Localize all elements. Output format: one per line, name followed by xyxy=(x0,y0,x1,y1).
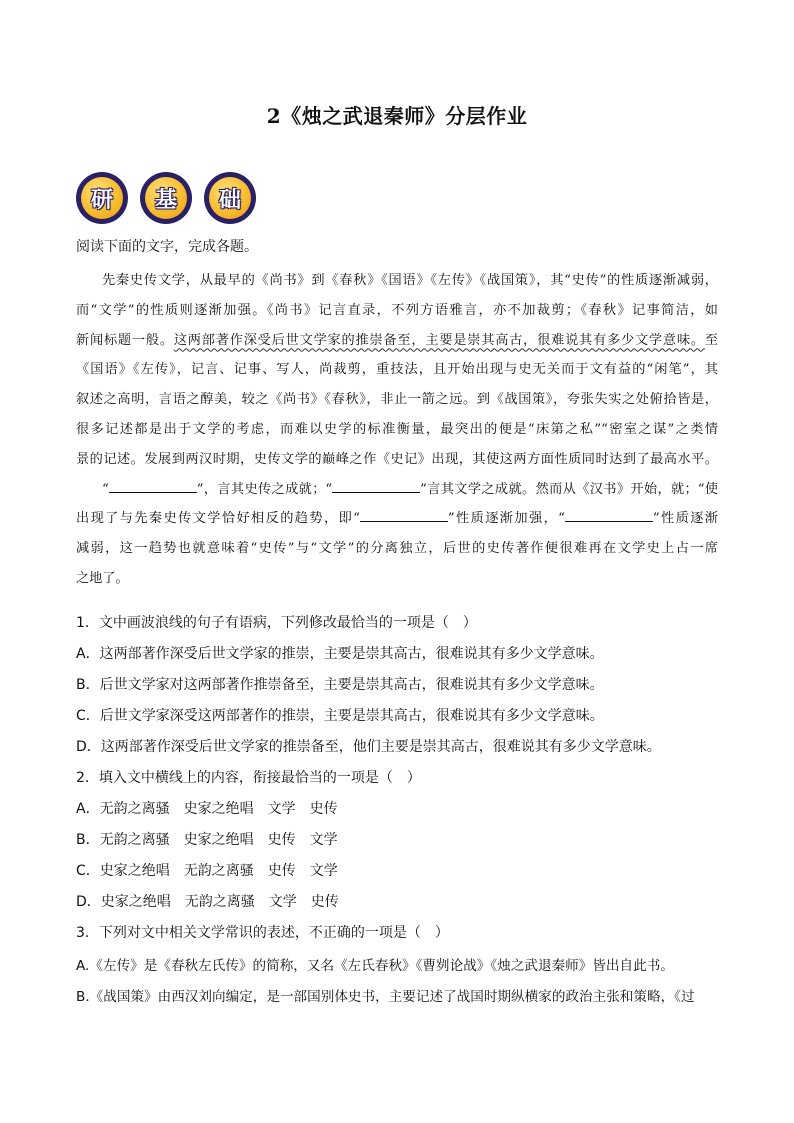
fill-blank-1[interactable] xyxy=(109,480,197,493)
wavy-underlined-sentence: 这两部著作深受后世文学家的推崇备至，主要是崇其高古，很难说其有多少文学意味。 xyxy=(173,332,705,348)
passage-text: ”性质逐渐 xyxy=(652,511,718,527)
fill-blank-2[interactable] xyxy=(332,480,420,493)
passage-line: 而“文学”的性质则逐渐加强。《尚书》记言直录，不列方语雅言，亦不加裁剪；《春秋》记事简洁，如 xyxy=(76,302,718,318)
badge-yan xyxy=(76,172,128,224)
passage-line: 减弱，这一趋势也就意味着“史传”与“文学”的分离独立，后世的史传著作便很难再在文学史上占一席 xyxy=(76,541,718,557)
page-title: 2《烛之武退秦师》分层作业 xyxy=(266,104,528,128)
option-part: 史家之绝唱 xyxy=(183,801,254,817)
badge-chu xyxy=(204,172,256,224)
passage-line xyxy=(76,326,718,356)
option-part: 史传 xyxy=(309,801,338,817)
fill-blank-3[interactable] xyxy=(360,509,448,522)
reading-passage xyxy=(76,266,718,594)
passage-line: 景的记述。发展到两汉时期，史传文学的巅峰之作《史记》出现，其使这两方面性质同时达到了最高水平。 xyxy=(76,451,718,467)
option-part: 史传 xyxy=(267,832,296,848)
question-3-option-a[interactable]: A.《左传》是《春秋左氏传》的简称，又名《左氏春秋》《曹刿论战》《烛之武退秦师》皆出自此书。 xyxy=(76,958,674,974)
question-2-option-d[interactable] xyxy=(76,891,726,911)
passage-text: ”性质逐渐加强，“ xyxy=(447,511,565,527)
question-1-option-b[interactable]: B．后世文学家对这两部著作推崇备至，主要是崇其高古，很难说其有多少文学意味。 xyxy=(76,677,604,693)
question-3-option-b[interactable]: B.《战国策》由西汉刘向编定，是一部国别体史书，主要记述了战国时期纵横家的政治主张和策略，《过 xyxy=(76,989,695,1005)
option-part: 无韵之离骚 xyxy=(183,863,254,879)
option-part: C．史家之绝唱 xyxy=(76,863,170,879)
badge-ji xyxy=(140,172,192,224)
question-3-stem: 3．下列对文中相关文学常识的表述，不正确的一项是（ ） xyxy=(76,925,449,941)
passage-text: ”，言其史传之成就；“ xyxy=(196,481,333,497)
section-badges xyxy=(76,172,256,224)
passage-line xyxy=(76,475,718,505)
passage-text: “ xyxy=(102,481,109,497)
option-part: 史传 xyxy=(310,894,339,910)
question-2-option-b[interactable] xyxy=(76,829,726,849)
option-part: 无韵之离骚 xyxy=(184,894,255,910)
question-2-option-c[interactable] xyxy=(76,860,726,880)
passage-text: 新闻标题一般。 xyxy=(76,332,174,348)
option-part: 史家之绝唱 xyxy=(183,832,254,848)
option-part: 史传 xyxy=(267,863,296,879)
question-1-option-d[interactable]: D．这两部著作深受后世文学家的推崇备至，他们主要是崇其高古，很难说其有多少文学意味。 xyxy=(76,739,661,755)
passage-line: 之地了。 xyxy=(76,570,129,586)
reading-instruction: 阅读下面的文字，完成各题。 xyxy=(76,239,258,255)
passage-text: ”言其文学之成就。然而从《汉书》开始，就；“使 xyxy=(420,481,719,497)
question-1-option-a[interactable]: A．这两部著作深受后世文学家的推崇，主要是崇其高古，很难说其有多少文学意味。 xyxy=(76,646,604,662)
passage-line: 《国语》《左传》，记言、记事、写人，尚裁剪，重技法，且开始出现与史无关而于文有益的“闲笔”，其 xyxy=(76,362,718,378)
passage-text: 至 xyxy=(704,332,719,348)
fill-blank-4[interactable] xyxy=(565,509,653,522)
passage-line xyxy=(76,504,718,534)
badge-ji-text: 基 xyxy=(145,177,187,219)
badge-chu-text: 础 xyxy=(209,177,251,219)
option-part: 文学 xyxy=(309,863,338,879)
option-part: 文学 xyxy=(309,832,338,848)
question-2-stem: 2．填入文中横线上的内容，衔接最恰当的一项是（ ） xyxy=(76,770,421,786)
option-part: D．史家之绝唱 xyxy=(76,894,171,910)
option-part: 文学 xyxy=(268,894,297,910)
passage-line: 叙述之高明，言语之醇美，较之《尚书》《春秋》，非止一箭之远。到《战国策》，夸张失实之处俯拾皆是， xyxy=(76,392,718,408)
option-part: 文学 xyxy=(267,801,296,817)
option-part: A．无韵之离骚 xyxy=(76,801,170,817)
passage-line: 先秦史传文学，从最早的《尚书》到《春秋》《国语》《左传》《战国策》，其“史传”的性质逐渐减弱， xyxy=(102,273,718,288)
option-part: B．无韵之离骚 xyxy=(76,832,170,848)
passage-line: 很多记述都是出于文学的考虑，而难以史学的标准衡量，最突出的便是“床第之私”“密室之谋”之类情 xyxy=(76,421,718,437)
question-1-option-c[interactable]: C．后世文学家深受这两部著作的推崇，主要是崇其高古，很难说其有多少文学意味。 xyxy=(76,708,604,724)
question-2-option-a[interactable] xyxy=(76,798,726,818)
question-1-stem: 1．文中画波浪线的句子有语病，下列修改最恰当的一项是（ ） xyxy=(76,615,477,631)
passage-text: 出现了与先秦史传文学恰好相反的趋势，即“ xyxy=(76,511,360,527)
badge-yan-text: 研 xyxy=(81,177,123,219)
